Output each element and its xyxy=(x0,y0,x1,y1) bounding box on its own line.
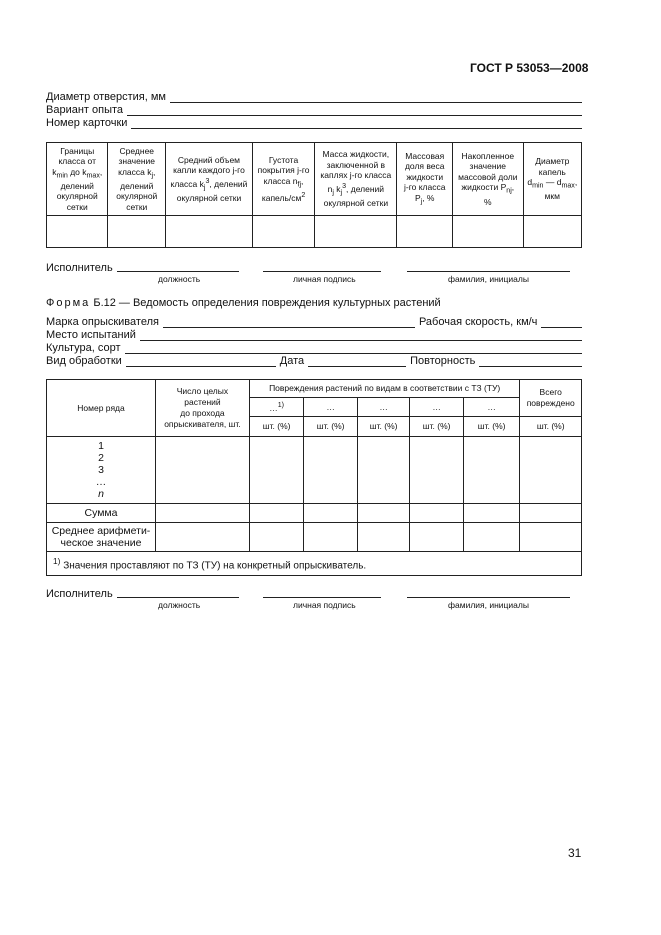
col-drop-volume: Средний объем капли каждого j-го класса $k_j^3$, делений окулярной сетки xyxy=(166,143,253,216)
unit-cell: шт. (%) xyxy=(520,417,582,437)
repeat-line[interactable] xyxy=(479,356,582,367)
sub-col: … xyxy=(357,398,409,417)
hole-diameter-label: Диаметр отверстия, мм xyxy=(46,91,166,103)
culture-field[interactable] xyxy=(46,342,582,354)
sprayer-brand-line[interactable] xyxy=(163,317,415,328)
card-number-label: Номер карточки xyxy=(46,117,128,129)
signature-line[interactable] xyxy=(263,270,381,272)
name-caption: фамилия, инициалы xyxy=(448,600,529,610)
sprayer-row xyxy=(46,316,582,328)
hole-diameter-field[interactable] xyxy=(46,91,582,103)
table-row[interactable] xyxy=(47,504,582,523)
variant-field[interactable] xyxy=(46,104,582,116)
footnote: $^{1)}$ Значения проставляют по ТЗ (ТУ) на конкретный опрыскиватель. xyxy=(47,552,582,576)
col-diameter: Диаметр капель $d_{min}$ — $d_{max}$, мкм xyxy=(523,143,581,216)
repeat-label: Повторность xyxy=(410,355,476,367)
table-row[interactable] xyxy=(47,523,582,552)
name-line[interactable] xyxy=(407,270,570,272)
col-total: Всего повреждено xyxy=(520,380,582,417)
col-liquid-mass: Масса жидкости, заключенной в каплях j-го класса $n_j$ $k_j^3$, делений окулярной сетки xyxy=(315,143,397,216)
col-coverage: Густота покрытия j-го класса $n_{fj}$, капель/$см^2$ xyxy=(252,143,314,216)
test-place-field[interactable] xyxy=(46,329,582,341)
work-speed-label: Рабочая скорость, км/ч xyxy=(418,316,538,328)
sub-col-first: …$^{1)}$ xyxy=(249,398,304,417)
executor-label: Исполнитель xyxy=(46,262,113,274)
unit-cell: шт. (%) xyxy=(410,417,464,437)
table-row[interactable] xyxy=(47,437,582,504)
page-number: 31 xyxy=(568,846,582,860)
unit-cell: шт. (%) xyxy=(357,417,409,437)
position-caption: должность xyxy=(158,274,201,284)
col-damage: Повреждения растений по видам в соответствии с ТЗ (ТУ) xyxy=(249,380,520,398)
damage-table xyxy=(46,379,582,576)
sprayer-brand-label: Марка опрыскивателя xyxy=(46,316,159,328)
col-plants: Число целых растений до прохода опрыскивателя, шт. xyxy=(156,380,250,437)
sub-col: … xyxy=(410,398,464,417)
form-prefix: Форма xyxy=(46,297,91,309)
executor-label: Исполнитель xyxy=(46,588,113,600)
unit-cell: шт. (%) xyxy=(463,417,520,437)
signature-line[interactable] xyxy=(263,596,381,598)
treatment-row xyxy=(46,355,582,367)
col-mass-fraction: Массовая доля веса жидкости j-го класса $P_j$, % xyxy=(397,143,453,216)
form-title xyxy=(46,297,441,309)
col-cumulative: Накопленное значение массовой доли жидкости $P_{nj}$, % xyxy=(453,143,524,216)
unit-cell: шт. (%) xyxy=(304,417,358,437)
test-place-label: Место испытаний xyxy=(46,329,136,341)
date-line[interactable] xyxy=(308,356,406,367)
card-number-field[interactable] xyxy=(46,117,582,129)
sub-col: … xyxy=(304,398,358,417)
culture-label: Культура, сорт xyxy=(46,342,121,354)
table-row[interactable] xyxy=(47,216,582,248)
sub-col: … xyxy=(463,398,520,417)
treatment-label: Вид обработки xyxy=(46,355,122,367)
signature-caption: личная подпись xyxy=(293,274,356,284)
name-caption: фамилия, инициалы xyxy=(448,274,529,284)
standard-number: ГОСТ Р 53053—2008 xyxy=(470,61,589,75)
date-label: Дата xyxy=(279,355,305,367)
col-class-mean: Среднее значение класса $k_j$, делений окулярной сетки xyxy=(108,143,166,216)
form-title-text: Б.12 — Ведомость определения повреждения культурных растений xyxy=(93,297,441,309)
mean-label: Среднее арифмети- ческое значение xyxy=(47,523,156,552)
position-line[interactable] xyxy=(117,596,239,598)
treatment-line[interactable] xyxy=(126,356,276,367)
name-line[interactable] xyxy=(407,596,570,598)
sum-label: Сумма xyxy=(47,504,156,523)
position-line[interactable] xyxy=(117,270,239,272)
work-speed-line[interactable] xyxy=(541,317,582,328)
col-class-bounds: Границы класса от $k_{min}$ до $k_{max}$, делений окулярной сетки xyxy=(47,143,108,216)
droplet-table xyxy=(46,142,582,248)
signature-caption: личная подпись xyxy=(293,600,356,610)
position-caption: должность xyxy=(158,600,201,610)
unit-cell: шт. (%) xyxy=(249,417,304,437)
variant-label: Вариант опыта xyxy=(46,104,124,116)
col-row-number: Номер ряда xyxy=(47,380,156,437)
row-numbers: 1 2 3 … n xyxy=(47,437,156,504)
